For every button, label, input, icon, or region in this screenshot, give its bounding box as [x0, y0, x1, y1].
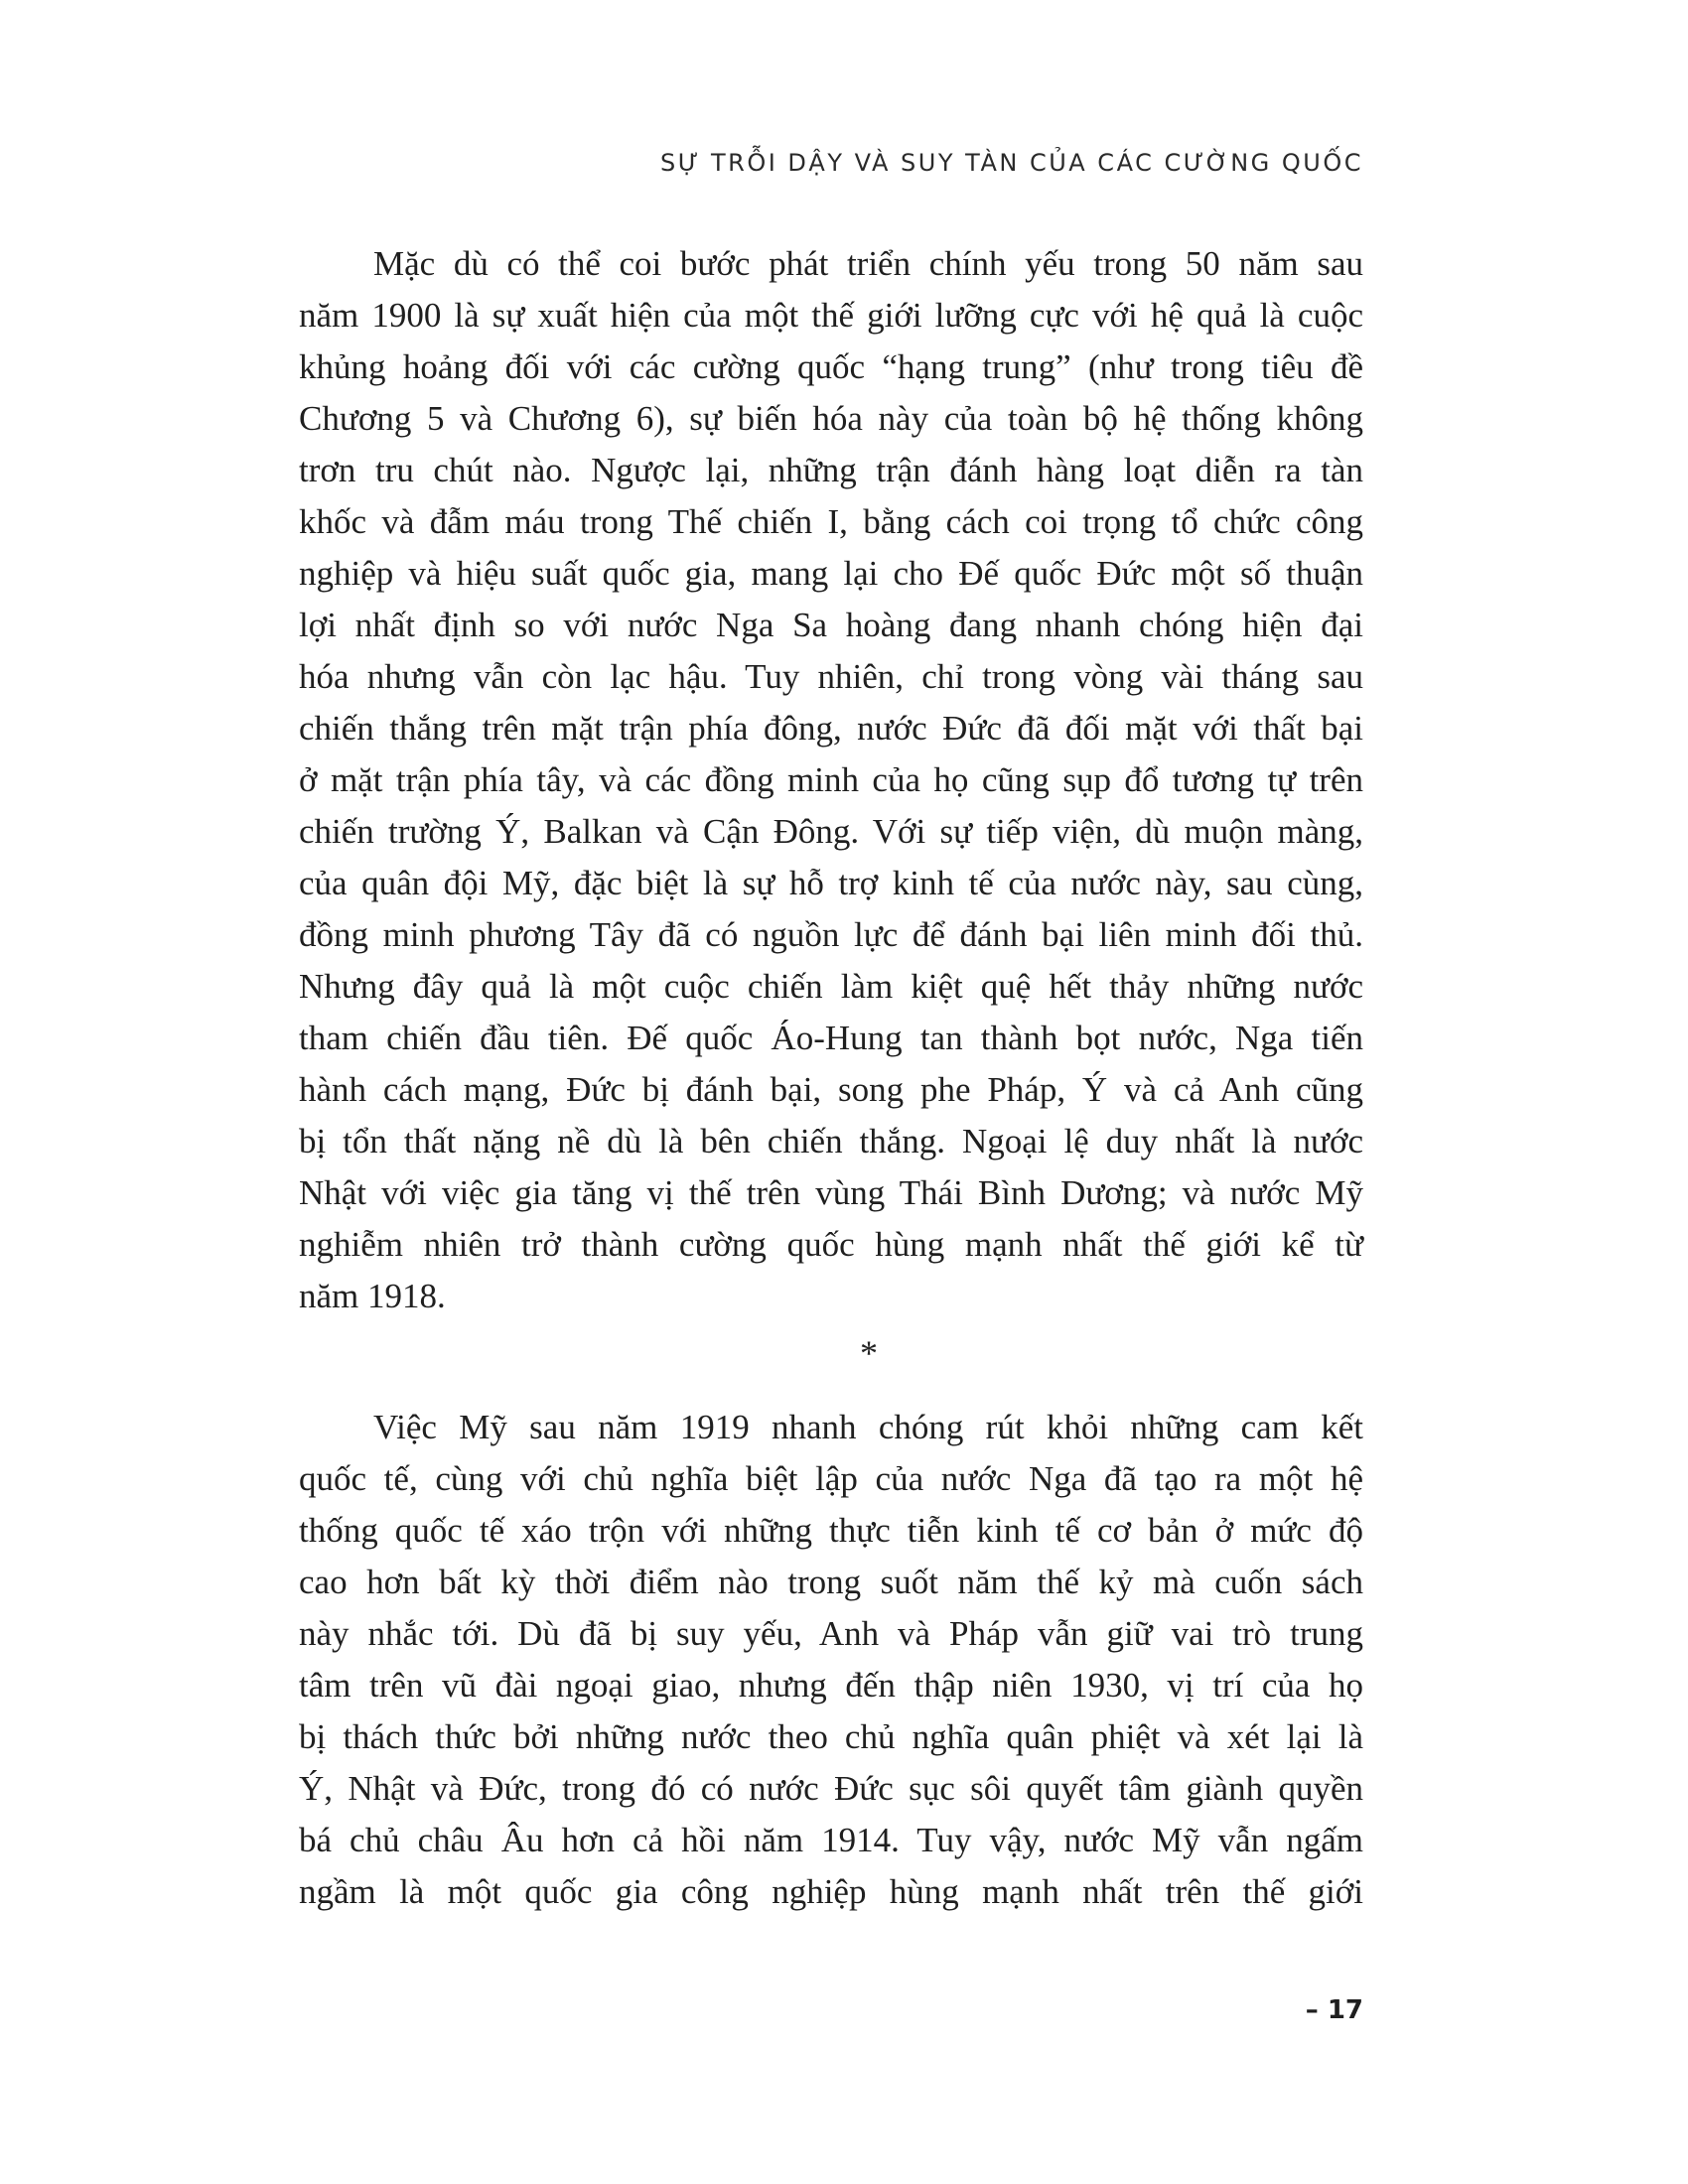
text-line: cao hơn bất kỳ thời điểm nào trong suốt năm thế kỷ mà cuốn sách [299, 1563, 1363, 1601]
text-line: trơn tru chút nào. Ngược lại, những trận đánh hàng loạt diễn ra tàn [299, 451, 1363, 489]
section-separator: * [860, 1333, 878, 1373]
text-line: tâm trên vũ đài ngoại giao, nhưng đến thập niên 1930, vị trí của họ [299, 1666, 1363, 1705]
text-line: Nhật với việc gia tăng vị thế trên vùng Thái Bình Dương; và nước Mỹ [299, 1173, 1363, 1212]
text-line: chiến thắng trên mặt trận phía đông, nước Đức đã đối mặt với thất bại [299, 709, 1363, 748]
text-line: thống quốc tế xáo trộn với những thực tiễn kinh tế cơ bản ở mức độ [299, 1511, 1363, 1550]
text-line: ở mặt trận phía tây, và các đồng minh của họ cũng sụp đổ tương tự trên [299, 760, 1363, 799]
paragraph-2 [299, 1402, 1363, 1918]
paragraph-1 [299, 238, 1363, 1322]
text-line: bị tổn thất nặng nề dù là bên chiến thắng. Ngoại lệ duy nhất là nước [299, 1122, 1363, 1160]
text-line: bá chủ châu Âu hơn cả hồi năm 1914. Tuy vậy, nước Mỹ vẫn ngấm [299, 1821, 1363, 1859]
text-line: nghiệp và hiệu suất quốc gia, mang lại cho Đế quốc Đức một số thuận [299, 554, 1363, 593]
text-line: quốc tế, cùng với chủ nghĩa biệt lập của nước Nga đã tạo ra một hệ [299, 1459, 1363, 1498]
running-head: SỰ TRỖI DẬY VÀ SUY TÀN CỦA CÁC CƯỜNG QUỐC [660, 149, 1363, 177]
text-line: khủng hoảng đối với các cường quốc “hạng trung” (như trong tiêu đề [299, 347, 1363, 386]
text-line: của quân đội Mỹ, đặc biệt là sự hỗ trợ kinh tế của nước này, sau cùng, [299, 864, 1363, 902]
text-line: hành cách mạng, Đức bị đánh bại, song phe Pháp, Ý và cả Anh cũng [299, 1070, 1363, 1109]
text-line: khốc và đẫm máu trong Thế chiến I, bằng cách coi trọng tổ chức công [299, 502, 1363, 541]
text-line: ngầm là một quốc gia công nghiệp hùng mạnh nhất trên thế giới [299, 1872, 1363, 1911]
text-line: này nhắc tới. Dù đã bị suy yếu, Anh và Pháp vẫn giữ vai trò trung [299, 1614, 1363, 1653]
text-line: Nhưng đây quả là một cuộc chiến làm kiệt quệ hết thảy những nước [299, 967, 1363, 1006]
text-line: lợi nhất định so với nước Nga Sa hoàng đang nhanh chóng hiện đại [299, 606, 1363, 644]
text-line: Chương 5 và Chương 6), sự biến hóa này của toàn bộ hệ thống không [299, 399, 1363, 438]
text-line: tham chiến đầu tiên. Đế quốc Áo-Hung tan thành bọt nước, Nga tiến [299, 1019, 1363, 1057]
text-line: nghiễm nhiên trở thành cường quốc hùng mạnh nhất thế giới kể từ [299, 1225, 1363, 1264]
text-line: Việc Mỹ sau năm 1919 nhanh chóng rút khỏi những cam kết [373, 1408, 1363, 1446]
page-number: – 17 [1305, 1995, 1363, 2025]
text-line: đồng minh phương Tây đã có nguồn lực để đánh bại liên minh đối thủ. [299, 915, 1363, 954]
text-line: năm 1900 là sự xuất hiện của một thế giới lưỡng cực với hệ quả là cuộc [299, 296, 1363, 335]
text-line: chiến trường Ý, Balkan và Cận Đông. Với sự tiếp viện, dù muộn màng, [299, 812, 1363, 851]
text-line: bị thách thức bởi những nước theo chủ nghĩa quân phiệt và xét lại là [299, 1717, 1363, 1756]
text-line: hóa nhưng vẫn còn lạc hậu. Tuy nhiên, chỉ trong vòng vài tháng sau [299, 657, 1363, 696]
text-line: Ý, Nhật và Đức, trong đó có nước Đức sục sôi quyết tâm giành quyền [299, 1769, 1363, 1808]
text-line: năm 1918. [299, 1277, 446, 1315]
text-line: Mặc dù có thể coi bước phát triển chính yếu trong 50 năm sau [373, 244, 1363, 283]
